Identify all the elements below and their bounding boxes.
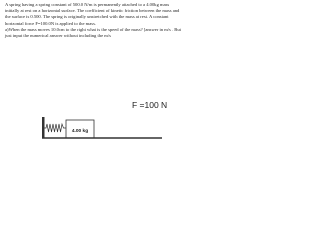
question-line: just input the numerical answer without including the m/s <box>5 33 111 39</box>
question-line: the surface is 0.500. The spring is originally unstretched with the mass at rest. A constant <box>5 14 169 20</box>
force-label: F =100 N <box>132 100 168 110</box>
question-line: A spring having a spring constant of 500.0 N/m is permanently attached to a 4.00kg mass <box>5 2 170 7</box>
question-line: initially at rest on a horizontal surface. The coefficient of kinetic friction between the mass and <box>5 8 180 14</box>
question-line: horizontal force F=100.0N is applied to the mass. <box>5 20 97 26</box>
spring-mass-diagram <box>0 0 200 152</box>
question-line: a)When the mass moves 10.0cm to the right what is the speed of the mass? [answer in m/s . But <box>5 26 181 32</box>
wall <box>42 117 45 138</box>
spring <box>45 124 67 132</box>
mass-label: 4.00 kg <box>71 129 89 134</box>
